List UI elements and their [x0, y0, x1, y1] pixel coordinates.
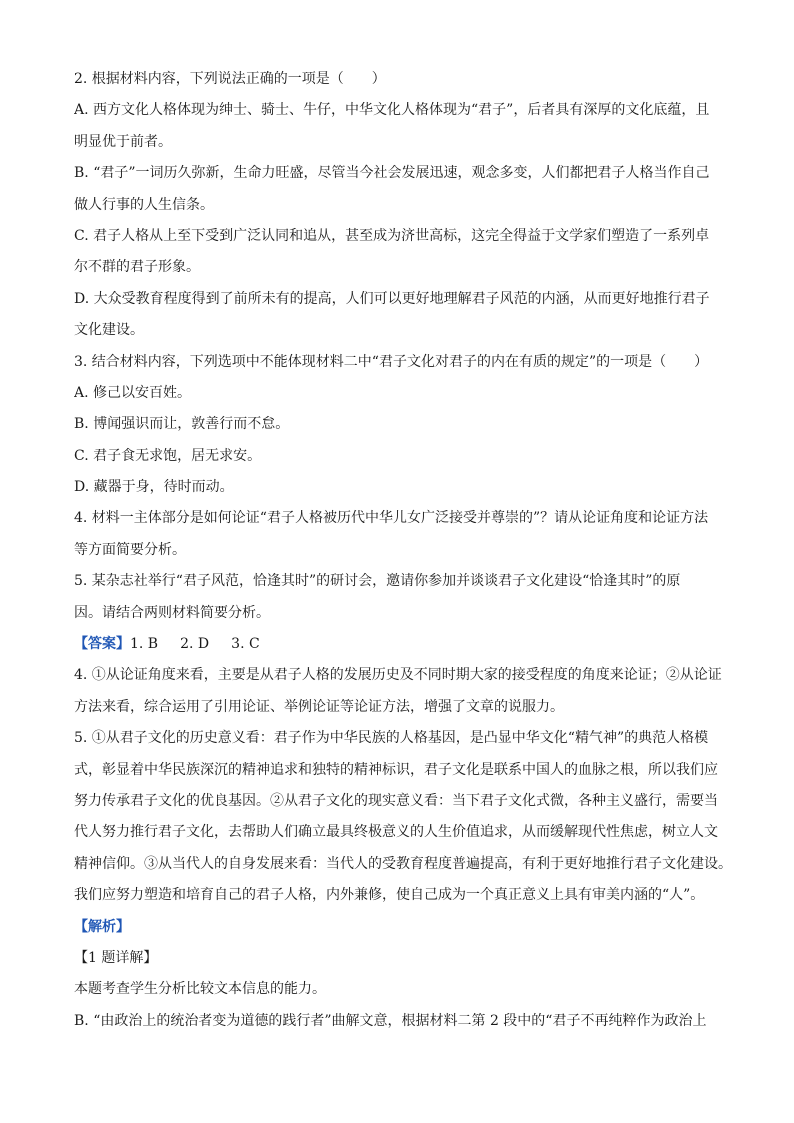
question-2-option-c-cont: 尔不群的君子形象。	[74, 259, 200, 276]
question-2-option-b: B. “君子”一词历久弥新，生命力旺盛，尽管当今社会发展迅速，观念多变，人们都把君子人格当作自己	[74, 165, 710, 182]
question-4-stem-cont: 等方面简要分析。	[74, 541, 186, 558]
analysis-text-2: B. “由政治上的统治者变为道德的践行者”曲解文意，根据材料二第 2 段中的“君子不再纯粹作为政治上	[74, 1012, 707, 1029]
question-2-option-a: A. 西方文化人格体现为绅士、骑士、牛仔，中华文化人格体现为“君子”，后者具有深厚的文化底蕴，且	[74, 102, 710, 119]
analysis-text-1: 本题考查学生分析比较文本信息的能力。	[74, 981, 326, 998]
answer-5: 5. ①从君子文化的历史意义看：君子作为中华民族的人格基因，是凸显中华文化“精气神”的典范人格模	[74, 730, 709, 747]
question-2-stem: 2. 根据材料内容，下列说法正确的一项是（ ）	[74, 71, 386, 87]
question-2-option-b-cont: 做人行事的人生信条。	[74, 196, 214, 213]
question-2-option-d-cont: 文化建设。	[74, 322, 144, 339]
answer-4: 4. ①从论证角度来看，主要是从君子人格的发展历史及不同时期大家的接受程度的角度来论证；②从论证	[74, 667, 722, 684]
analysis-subheading: 【1 题详解】	[74, 949, 158, 966]
question-5-stem-cont: 因。请结合两则材料简要分析。	[74, 604, 270, 621]
answer-5-cont-4: 精神信仰。③从当代人的自身发展来看：当代人的受教育程度普遍提高，有利于更好地推行君子文化建设。	[74, 855, 732, 872]
question-5-stem: 5. 某杂志社举行“君子风范，恰逢其时”的研讨会，邀请你参加并谈谈君子文化建设“恰逢其时”的原	[74, 573, 681, 590]
document-body	[74, 64, 734, 1037]
answer-line	[74, 629, 734, 660]
question-3-stem: 3. 结合材料内容，下列选项中不能体现材料二中“君子文化对君子的内在有质的规定”的一项是（ ）	[74, 353, 709, 370]
question-3-option-d: D. 藏器于身，待时而动。	[74, 479, 234, 496]
answer-2: 2. D	[180, 636, 210, 653]
question-4-stem: 4. 材料一主体部分是如何论证“君子人格被历代中华儿女广泛接受并尊崇的”？请从论证角度和论证方法	[74, 510, 709, 527]
question-2-option-d: D. 大众受教育程度得到了前所未有的提高，人们可以更好地理解君子风范的内涵，从而更好地推行君子	[74, 290, 710, 307]
analysis-tag: 【解析】	[74, 918, 130, 935]
answer-5-cont-1: 式，彰显着中华民族深沉的精神追求和独特的精神标识，君子文化是联系中国人的血脉之根，所以我们应	[74, 761, 718, 778]
answer-3: 3. C	[231, 636, 260, 653]
answer-5-cont-3: 代人努力推行君子文化，去帮助人们确立最具终极意义的人生价值追求，从而缓解现代性焦虑，树立人文	[74, 824, 718, 841]
answer-tag: 【答案】	[74, 636, 130, 653]
answer-5-cont-2: 努力传承君子文化的优良基因。②从君子文化的现实意义看：当下君子文化式微，各种主义盛行，需要当	[74, 792, 718, 809]
question-3-option-c: C. 君子食无求饱，居无求安。	[74, 447, 262, 464]
question-3-option-a: A. 修己以安百姓。	[74, 384, 192, 401]
question-3-option-b: B. 博闻强识而让，敦善行而不怠。	[74, 416, 290, 433]
question-2-option-c: C. 君子人格从上至下受到广泛认同和追从，甚至成为济世高标，这完全得益于文学家们塑造了一系列卓	[74, 227, 710, 244]
question-2-option-a-cont: 明显优于前者。	[74, 133, 172, 150]
answer-4-cont: 方法来看，综合运用了引用论证、举例论证等论证方法，增强了文章的说服力。	[74, 698, 564, 715]
answer-5-cont-5: 我们应努力塑造和培育自己的君子人格，内外兼修，使自己成为一个真正意义上具有审美内涵的“人”。	[74, 887, 705, 904]
answer-1: 1. B	[130, 636, 159, 653]
